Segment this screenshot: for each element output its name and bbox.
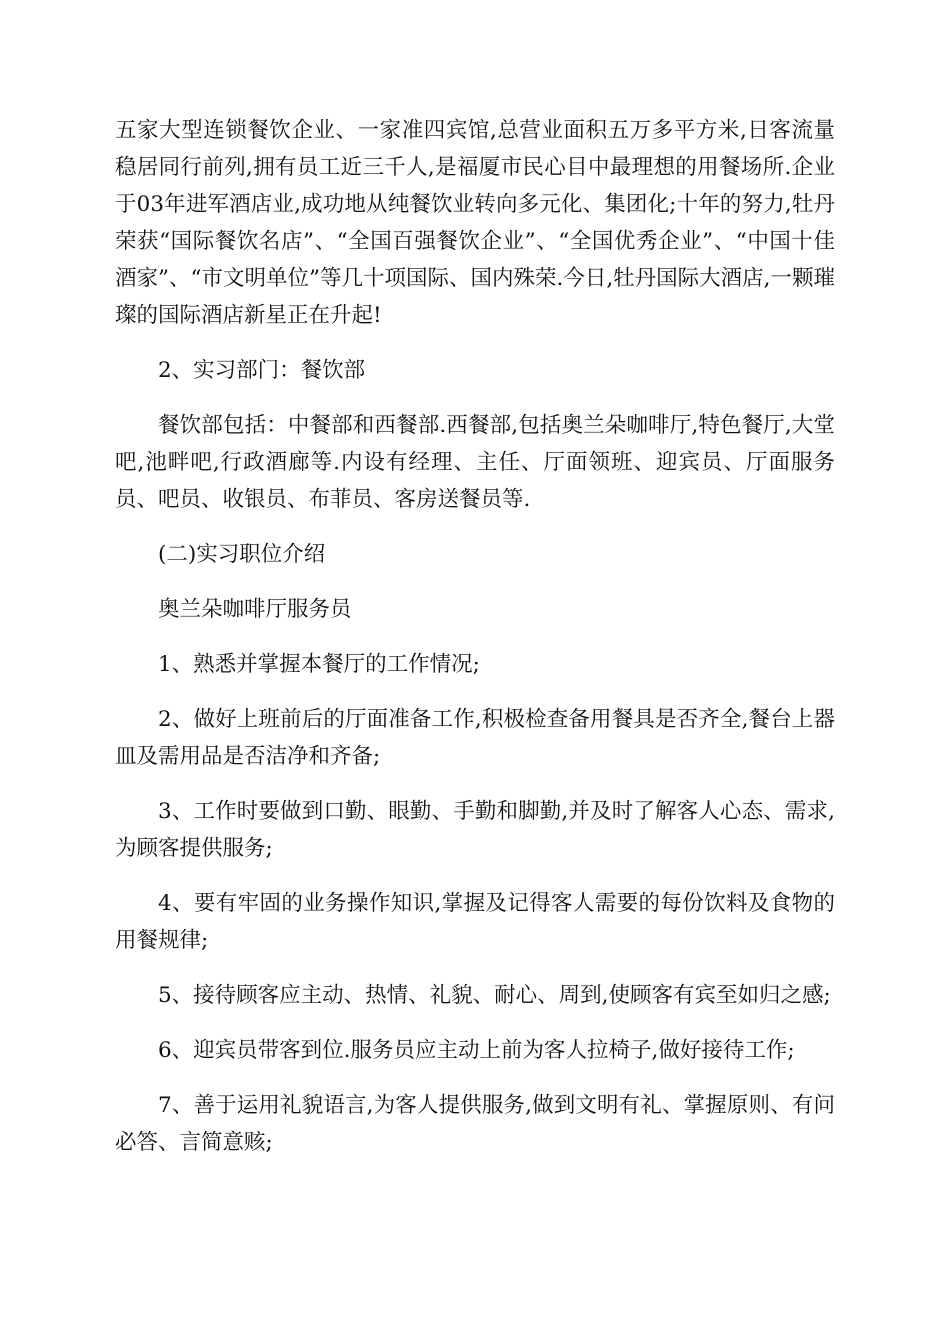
paragraph-position-heading: (二)实习职位介绍 (158, 542, 326, 567)
document-body (115, 112, 835, 1179)
paragraph-department-heading: 2、实习部门：餐饮部 (158, 358, 366, 383)
list-item-duty-1: 1、熟悉并掌握本餐厅的工作情况; (158, 652, 480, 677)
paragraph-position-title: 奥兰朵咖啡厅服务员 (158, 597, 352, 622)
list-item-duty-4: 4、要有牢固的业务操作知识,掌握及记得客人需要的每份饮料及食物的用餐规律; (115, 891, 835, 953)
list-item-duty-5: 5、接待顾客应主动、热情、礼貌、耐心、周到,使顾客有宾至如归之感; (158, 983, 831, 1008)
list-item-duty-3: 3、工作时要做到口勤、眼勤、手勤和脚勤,并及时了解客人心态、需求,为顾客提供服务; (115, 799, 835, 861)
list-item-duty-6: 6、迎宾员带客到位.服务员应主动上前为客人拉椅子,做好接待工作; (158, 1038, 795, 1063)
list-item-duty-2: 2、做好上班前后的厅面准备工作,积极检查备用餐具是否齐全,餐台上器皿及需用品是否洁净和齐备; (115, 707, 835, 769)
paragraph-department-description: 餐饮部包括：中餐部和西餐部.西餐部,包括奥兰朵咖啡厅,特色餐厅,大堂吧,池畔吧,行政酒廊等.内设有经理、主任、厅面领班、迎宾员、厅面服务员、吧员、收银员、布菲员、客房送餐员等. (115, 413, 835, 512)
paragraph-company-intro: 五家大型连锁餐饮企业、一家准四宾馆,总营业面积五万多平方米,日客流量稳居同行前列,拥有员工近三千人,是福厦市民心目中最理想的用餐场所.企业于03年进军酒店业,成功地从纯餐饮业转向多元化、集团化;十年的努力,牡丹荣获“国际餐饮名店”、“全国百强餐饮企业”、“全国优秀企业”、“中国十佳酒家”、“市文明单位”等几十项国际、国内殊荣.今日,牡丹国际大酒店,一颗璀璨的国际酒店新星正在升起! (115, 118, 835, 328)
list-item-duty-7: 7、善于运用礼貌语言,为客人提供服务,做到文明有礼、掌握原则、有问必答、言简意赅; (115, 1093, 835, 1155)
